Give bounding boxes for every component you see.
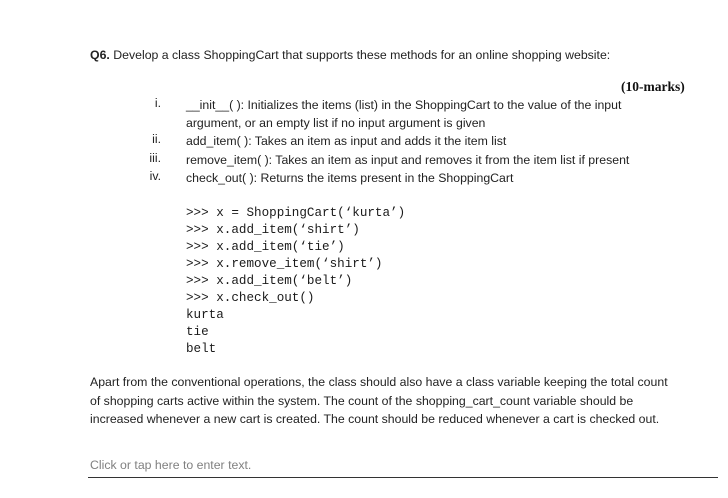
method-numeral: i. [154, 96, 161, 110]
answer-underline [88, 477, 718, 478]
method-line: __init__( ): Initializes the items (list) in the ShoppingCart to the value of the input [186, 98, 622, 112]
marks-label: (10-marks) [621, 79, 685, 94]
paragraph-line: increased whenever a new cart is created. The count should be reduced whenever a cart is checked out. [90, 412, 660, 427]
code-line: >>> x.check_out() [186, 291, 315, 305]
method-item-checkout: check_out( ): Returns the items present in the ShoppingCart [186, 171, 514, 185]
method-numeral: iii. [149, 151, 161, 165]
method-item-remove: remove_item( ): Takes an item as input and removes it from the item list if present [186, 153, 630, 167]
code-line: >>> x.remove_item(‘shirt’) [186, 257, 383, 271]
code-line: >>> x.add_item(‘tie’) [186, 240, 345, 254]
answer-input[interactable]: Click or tap here to enter text. [90, 458, 252, 472]
code-output-line: tie [186, 325, 209, 339]
code-line: >>> x = ShoppingCart(‘kurta’) [186, 206, 406, 220]
method-numeral: iv. [149, 169, 161, 183]
method-numeral: ii. [152, 132, 161, 146]
method-item-init [186, 96, 621, 132]
question-prompt: Develop a class ShoppingCart that supports these methods for an online shopping website: [113, 48, 611, 62]
method-item-add: add_item( ): Takes an item as input and adds it the item list [186, 134, 507, 148]
question-number: Q6. [90, 48, 110, 62]
question-title [90, 48, 610, 62]
paragraph-line: Apart from the conventional operations, the class should also have a class variable keeping the total count [90, 375, 668, 389]
code-output-line: belt [186, 342, 217, 356]
code-line: >>> x.add_item(‘shirt’) [186, 223, 360, 237]
code-example [186, 205, 405, 358]
method-line: argument, or an empty list if no input argument is given [186, 116, 486, 130]
code-output-line: kurta [186, 308, 224, 322]
paragraph-line: of shopping carts active within the system. The count of the shopping_cart_count variable should be [90, 393, 634, 408]
code-line: >>> x.add_item(‘belt’) [186, 274, 353, 288]
requirements-paragraph [90, 373, 718, 429]
